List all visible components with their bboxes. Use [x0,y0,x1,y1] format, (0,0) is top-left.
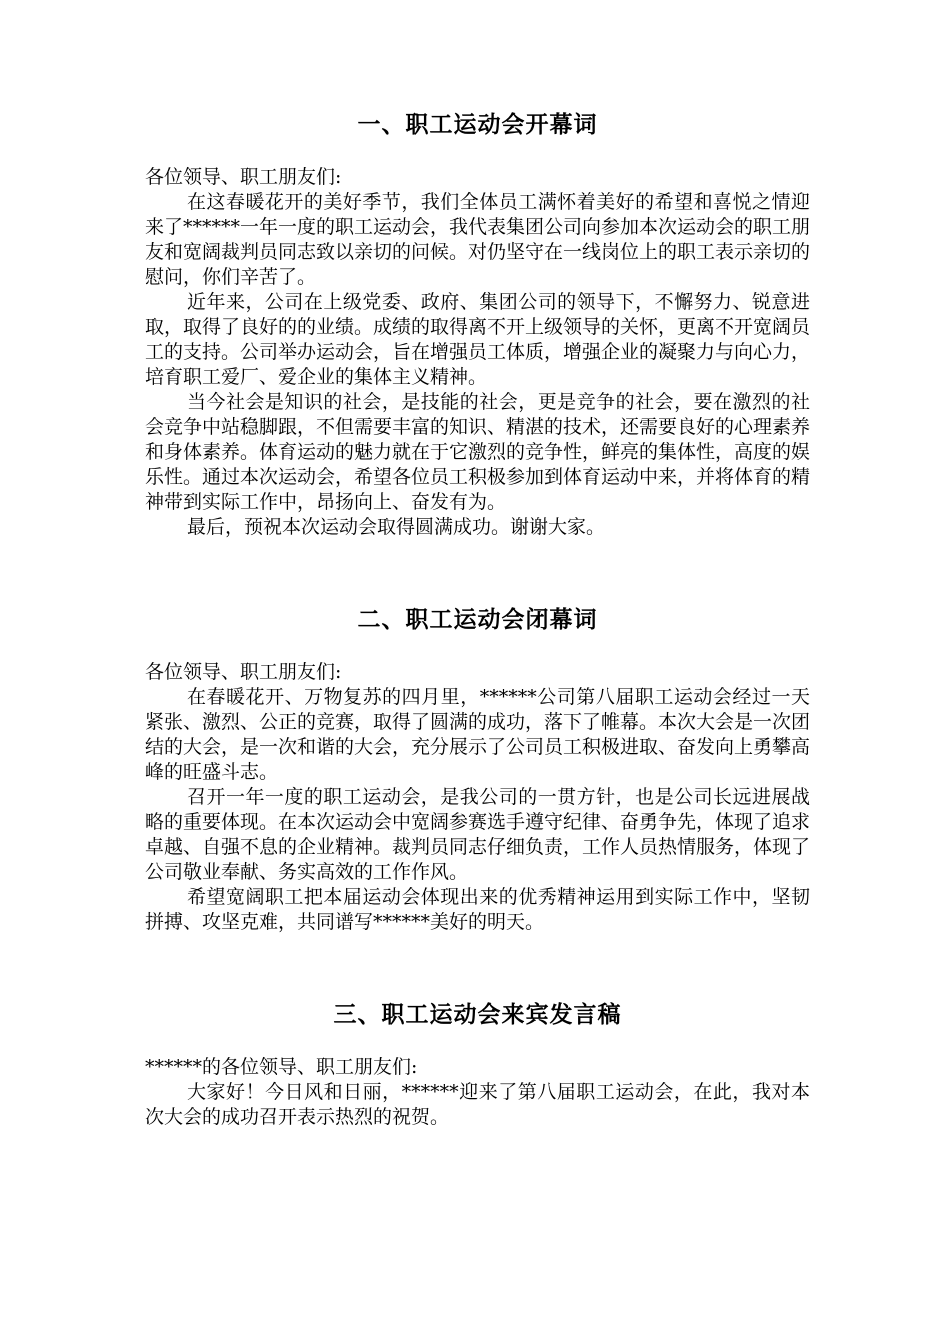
section-title: 二、职工运动会闭幕词 [357,607,598,633]
salutation: ******的各位领导、职工朋友们: [145,1056,418,1078]
closing-speech-section [145,600,810,935]
paragraph: 最后，预祝本次运动会取得圆满成功。谢谢大家。 [187,516,606,538]
paragraph: 在这春暖花开的美好季节，我们全体员工满怀着美好的希望和喜悦之情迎来了******一年一度的职工运动会，我代表集团公司向参加本次运动会的职工朋友和宽阔裁判员同志致以亲切的问候。对仍坚守在一线岗位上的职工表示亲切的慰问，你们辛苦了。 [145,191,811,288]
paragraph: 召开一年一度的职工运动会，是我公司的一贯方针，也是公司长远进展战略的重要体现。在本次运动会中宽阔参赛选手遵守纪律、奋勇争先，体现了追求卓越、自强不息的企业精神。裁判员同志仔细负责，工作人员热情服务，体现了公司敬业奉献、务实高效的工作作风。 [145,786,811,883]
paragraph: 在春暖花开、万物复苏的四月里，******公司第八届职工运动会经过一天紧张、激烈、公正的竞赛，取得了圆满的成功，落下了帷幕。本次大会是一次团结的大会，是一次和谐的大会，充分展示了公司员工积极进取、奋发向上勇攀高峰的旺盛斗志。 [145,686,811,783]
paragraph: 近年来，公司在上级党委、政府、集团公司的领导下，不懈努力、锐意进取，取得了良好的的业绩。成绩的取得离不开上级领导的关怀，更离不开宽阔员工的支持。公司举办运动会，旨在增强员工体质，增强企业的凝聚力与向心力，培育职工爱厂、爱企业的集体主义精神。 [145,291,811,388]
opening-speech-section [145,105,810,540]
salutation: 各位领导、职工朋友们: [145,661,342,683]
paragraph: 大家好！今日风和日丽，******迎来了第八届职工运动会，在此，我对本次大会的成功召开表示热烈的祝贺。 [145,1081,810,1128]
guest-speech-section [145,995,810,1130]
section-title: 三、职工运动会来宾发言稿 [333,1002,622,1028]
document-body [145,105,810,1130]
paragraph: 当今社会是知识的社会，是技能的社会，更是竞争的社会，要在激烈的社会竞争中站稳脚跟，不但需要丰富的知识、精湛的技术，还需要良好的心理素养和身体素养。体育运动的魅力就在于它激烈的竞争性，鲜亮的集体性，高度的娱乐性。通过本次运动会，希望各位员工积极参加到体育运动中来，并将体育的精神带到实际工作中，昂扬向上、奋发有为。 [145,391,811,513]
paragraph: 希望宽阔职工把本届运动会体现出来的优秀精神运用到实际工作中，坚韧拼搏、攻坚克难，共同谱写******美好的明天。 [145,886,810,933]
section-title: 一、职工运动会开幕词 [357,112,598,138]
salutation: 各位领导、职工朋友们: [145,166,342,188]
